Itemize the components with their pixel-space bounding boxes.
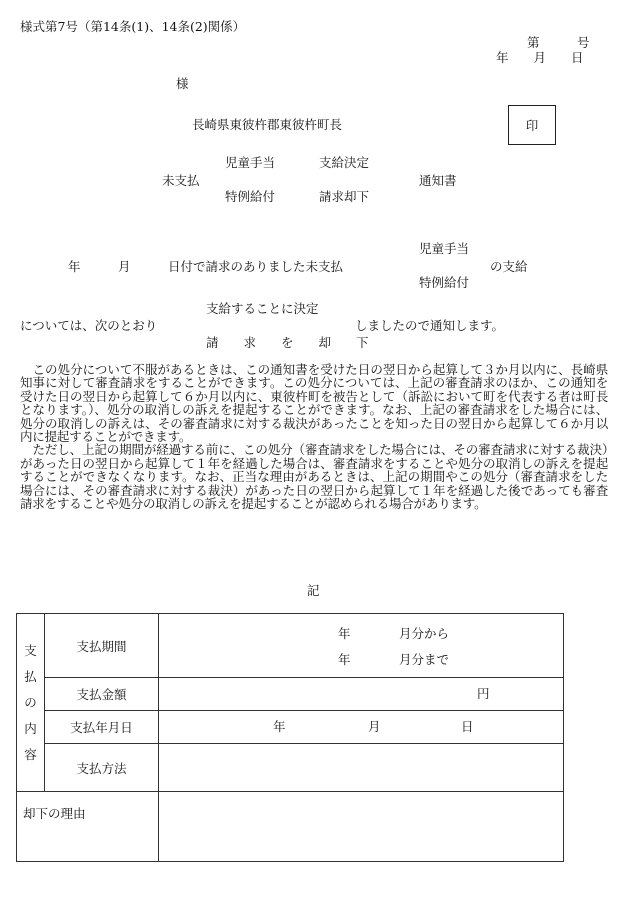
form-reference: 様式第7号（第14条(1)、14条(2)関係） (20, 19, 246, 34)
body-payment-suffix: の支給 (490, 259, 528, 274)
title-item-child-allowance: 児童手当 (225, 155, 276, 170)
title-decision-pay: 支給決定 (319, 155, 370, 170)
period-from-month: 月分から (399, 626, 450, 641)
period-to-year: 年 (338, 652, 351, 667)
title-suffix: 通知書 (419, 173, 457, 188)
document-date: 年 月 日 (496, 50, 584, 65)
body-allowance-child: 児童手当 (419, 241, 470, 256)
section-char: 容 (24, 746, 37, 762)
seal-box (508, 105, 556, 145)
payment-method-value (159, 744, 564, 792)
period-label: 支払期間 (45, 614, 159, 678)
seal-label: 印 (525, 118, 539, 133)
section-char: 支 (24, 642, 37, 658)
payment-date-day: 日 (461, 719, 474, 734)
payment-method-label: 支払方法 (45, 744, 159, 792)
payment-date-label: 支払年月日 (45, 711, 159, 744)
title-decision-reject: 請求却下 (319, 189, 370, 204)
body-notify: しましたので通知します。 (355, 318, 505, 333)
rejection-reason-label-cell (17, 792, 159, 862)
payment-date-value (159, 711, 564, 744)
sender-name: 長崎県東彼杵郡東彼杵町長 (192, 117, 343, 132)
ki-heading: 記 (307, 583, 320, 598)
addressee-honorific: 様 (176, 76, 189, 91)
appeal-notice (20, 363, 608, 510)
body-date-line: 年 月 日付で請求のありました未支払 (68, 259, 344, 274)
body-allowance-special: 特例給付 (419, 275, 470, 290)
title-prefix: 未支払 (162, 173, 200, 188)
body-decision-pay: 支給することに決定 (206, 301, 319, 316)
appeal-notice-paragraph: ただし、上記の期間が経過する前に、この処分（審査請求をした場合には、その審査請求に対する裁決）があった日の翌日から起算して１年を経過した場合は、審査請求をすることや処分の取消しの訴えを提起することができなくなります。なお、正当な理由があるときは、上記の期間やこの処分（審査請求をした場合には、その審査請求に対する裁決）があった日の翌日から起算して１年を経過した後であっても審査請求をすることや処分の取消しの訴えを提起することが認められる場合があります。 (20, 442, 608, 512)
amount-value (159, 678, 564, 711)
section-label-payment-contents (17, 614, 45, 792)
payment-date-month: 月 (368, 719, 381, 734)
appeal-notice-paragraph: この処分について不服があるときは、この通知書を受けた日の翌日から起算して３か月以内に、長崎県知事に対して審査請求をすることができます。この処分については、上記の審査請求のほか、この通知を受けた日の翌日から起算して６か月以内に、東彼杵町を被告として（訴訟において町を代表する者は町長となります。）、処分の取消しの訴えを提起することができます。なお、上記の審査請求をした場合には、処分の取消しの訴えは、その審査請求に対する裁決があったことを知った日の翌日から起算して６か月以内に提起することができます。 (20, 362, 608, 445)
rejection-reason-value (159, 792, 564, 862)
amount-unit: 円 (477, 686, 490, 701)
section-char: 内 (24, 720, 37, 736)
title-item-special-benefit: 特例給付 (225, 189, 276, 204)
payment-details-table (16, 613, 564, 862)
body-decision-reject: 請 求 を 却 下 (206, 335, 369, 350)
document-number: 第 号 (527, 35, 590, 50)
section-char: の (24, 694, 37, 710)
period-value (159, 614, 564, 678)
section-char: 払 (24, 668, 37, 684)
payment-date-year: 年 (273, 719, 286, 734)
amount-label: 支払金額 (45, 678, 159, 711)
period-from-year: 年 (338, 626, 351, 641)
body-regarding: については、次のとおり (20, 318, 158, 333)
rejection-reason-label: 却下の理由 (23, 806, 86, 821)
period-to-month: 月分まで (399, 652, 450, 667)
